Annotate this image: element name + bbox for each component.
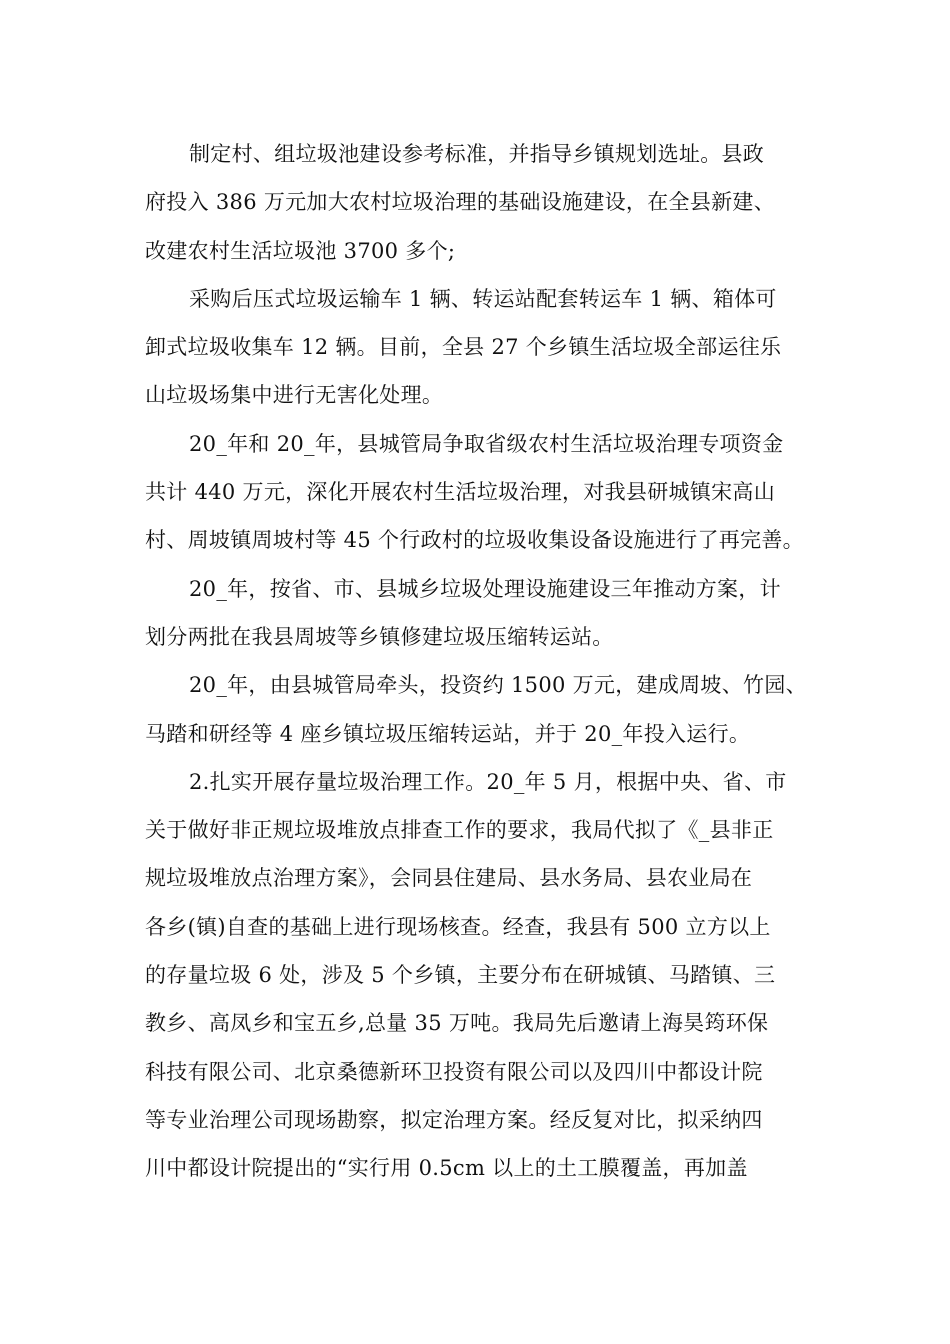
text-line: 共计 440 万元，深化开展农村生活垃圾治理，对我县研城镇宋高山 (145, 480, 776, 505)
text-line: 规垃圾堆放点治理方案》，会同县住建局、县水务局、县农业局在 (145, 866, 753, 891)
text-line: 马踏和研经等 4 座乡镇垃圾压缩转运站，并于 20_年投入运行。 (145, 721, 751, 746)
paragraph-3 (145, 420, 825, 565)
document-body (145, 130, 825, 1193)
text-line: 各乡(镇)自查的基础上进行现场核查。经查，我县有 500 立方以上 (145, 914, 771, 939)
text-line: 府投入 386 万元加大农村垃圾治理的基础设施建设，在全县新建、 (145, 190, 776, 215)
text-line: 采购后压式垃圾运输车 1 辆、转运站配套转运车 1 辆、箱体可 (189, 286, 777, 311)
text-line: 20_年和 20_年，县城管局争取省级农村生活垃圾治理专项资金 (189, 431, 784, 456)
paragraph-5 (145, 661, 825, 758)
text-line: 教乡、高凤乡和宝五乡,总量 35 万吨。我局先后邀请上海昊筠环保 (145, 1011, 769, 1036)
text-line: 科技有限公司、北京桑德新环卫投资有限公司以及四川中都设计院 (145, 1059, 763, 1084)
text-line: 2.扎实开展存量垃圾治理工作。20_年 5 月，根据中央、省、市 (189, 769, 787, 794)
paragraph-6 (145, 758, 825, 1193)
text-line: 改建农村生活垃圾池 3700 多个; (145, 238, 456, 263)
text-line: 20_年，按省、市、县城乡垃圾处理设施建设三年推动方案，计 (189, 576, 781, 601)
text-line: 卸式垃圾收集车 12 辆。目前，全县 27 个乡镇生活垃圾全部运往乐 (145, 335, 782, 360)
text-line: 20_年，由县城管局牵头，投资约 1500 万元，建成周坡、竹园、 (189, 673, 807, 698)
text-line: 山垃圾场集中进行无害化处理。 (145, 383, 444, 408)
text-line: 川中都设计院提出的“实行用 0.5cm 以上的土工膜覆盖，再加盖 (145, 1156, 748, 1181)
text-line: 的存量垃圾 6 处，涉及 5 个乡镇，主要分布在研城镇、马踏镇、三 (145, 963, 776, 988)
text-line: 制定村、组垃圾池建设参考标准，并指导乡镇规划选址。县政 (189, 142, 765, 166)
paragraph-1 (145, 130, 825, 275)
text-line: 关于做好非正规垃圾堆放点排查工作的要求，我局代拟了《_县非正 (145, 818, 774, 843)
paragraph-2 (145, 275, 825, 420)
paragraph-4 (145, 565, 825, 662)
text-line: 村、周坡镇周坡村等 45 个行政村的垃圾收集设备设施进行了再完善。 (145, 528, 804, 553)
text-line: 划分两批在我县周坡等乡镇修建垃圾压缩转运站。 (145, 624, 614, 649)
text-line: 等专业治理公司现场勘察，拟定治理方案。经反复对比，拟采纳四 (145, 1107, 763, 1132)
